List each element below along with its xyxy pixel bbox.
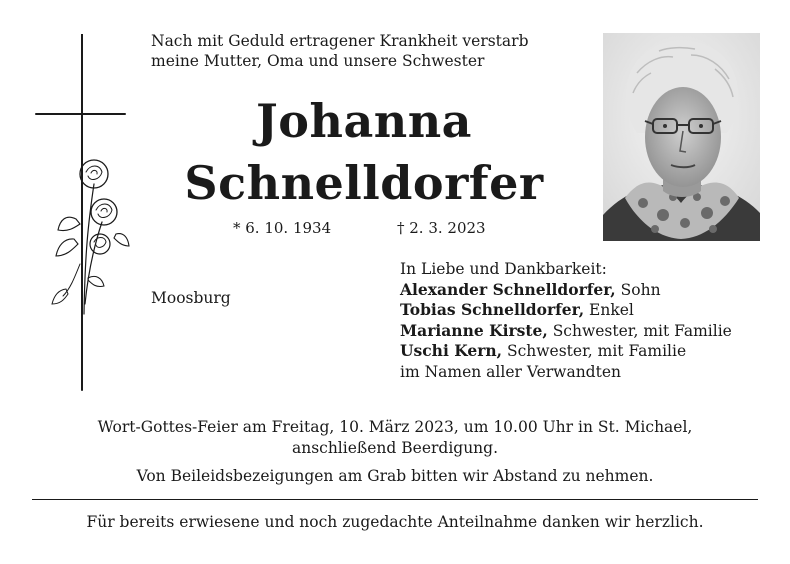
mourner-name: Uschi Kern, [400, 341, 503, 360]
service-announcement [20, 417, 770, 459]
cross-with-roses-icon [30, 34, 130, 392]
divider [32, 499, 758, 500]
mourner-entry [400, 321, 785, 342]
mourners-heading: In Liebe und Dankbarkeit: [400, 260, 607, 278]
mourner-relation: Schwester, mit Familie [502, 342, 687, 360]
mourner-entry [400, 300, 785, 321]
mourner-entry [400, 280, 785, 301]
mourner-relation: Enkel [584, 301, 634, 319]
mourner-name: Marianne Kirste, [400, 320, 548, 340]
condolence-request: Von Beileidsbezeigungen am Grab bitten wir Abstand zu nehmen. [136, 467, 654, 485]
service-line-1: Wort-Gottes-Feier am Freitag, 10. März 2023, um 10.00 Uhr in St. Michael, [97, 418, 693, 436]
birth-date: * 6. 10. 1934 [233, 219, 332, 237]
intro-line-2: meine Mutter, Oma und unsere Schwester [151, 52, 485, 70]
deceased-last-name: Schnelldorfer [184, 156, 544, 210]
intro-text [151, 31, 591, 71]
mourner-name: Alexander Schnelldorfer, [400, 279, 616, 299]
thanks-text: Für bereits erwiesene und noch zugedachte Anteilnahme danken wir herzlich. [86, 513, 704, 531]
mourners-list [400, 259, 785, 382]
portrait-photo [603, 33, 760, 241]
intro-line-1: Nach mit Geduld ertragener Krankheit verstarb [151, 32, 529, 50]
mourner-name: Tobias Schnelldorfer, [400, 300, 585, 319]
deceased-first-name: Johanna [256, 94, 472, 148]
death-date: † 2. 3. 2023 [397, 219, 486, 237]
place-name: Moosburg [151, 289, 231, 307]
mourner-relation: Schwester, mit Familie [547, 321, 732, 340]
mourners-closing: im Namen aller Verwandten [400, 362, 621, 381]
mourner-relation: Sohn [615, 280, 661, 299]
service-line-2: anschließend Beerdigung. [291, 439, 499, 457]
mourner-entry [400, 341, 785, 362]
